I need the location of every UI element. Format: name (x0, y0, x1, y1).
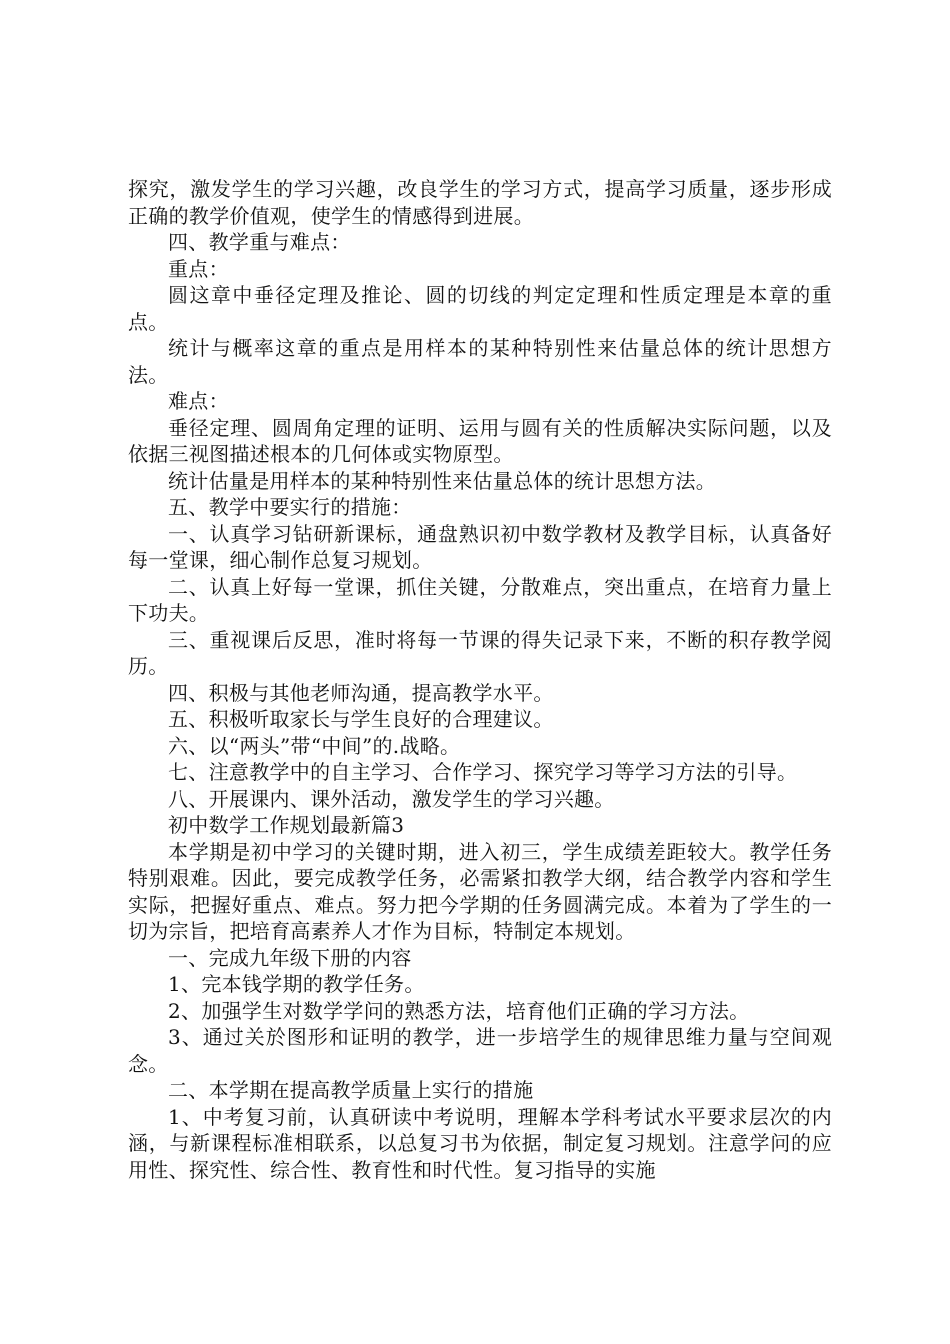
heading-measures: 五、教学中要实行的措施： (168, 495, 412, 519)
list-item-measure-5: 五、积极听取家长与学生良好的合理建议。 (168, 707, 554, 731)
paragraph-circle-key-point: 圆这章中垂径定理及推论、圆的切线的判定定理和性质定理是本章的重点。 (128, 283, 832, 334)
list-item-measure-8: 八、开展课内、课外活动，激发学生的学习兴趣。 (168, 786, 615, 811)
list-item-measure-2: 二、认真上好每一堂课，抓住关键，分散难点，突出重点，在培育力量上下功夫。 (128, 574, 832, 625)
list-item-measure-7: 七、注意教学中的自主学习、合作学习、探究学习等学习方法的引导。 (168, 760, 798, 784)
heading-key-and-difficult-points: 四、教学重与难点： (168, 230, 351, 254)
heading-complete-grade9-content: 一、完成九年级下册的内容 (168, 945, 412, 970)
list-item-measure-1: 一、认真学习钻研新课标，通盘熟识初中数学教材及教学目标，认真备好每一堂课，细心制作总复习规划。 (128, 521, 832, 572)
list-item-quality-measure-1: 1、中考复习前，认真研读中考说明，理解本学科考试水平要求层次的内涵，与新课程标准相联系，以总复习书为依据，制定复习规划。注意学问的应用性、探究性、综合性、教育性和时代性。复习指导的实施 (128, 1104, 832, 1182)
heading-quality-measures: 二、本学期在提高教学质量上实行的措施 (168, 1078, 534, 1102)
paragraph-geometry-difficult-point: 垂径定理、圆周角定理的证明、运用与圆有关的性质解决实际问题，以及依据三视图描述根本的几何体或实物原型。 (128, 415, 832, 466)
paragraph-statistics-difficult-point: 统计估量是用样本的某种特别性来估量总体的统计思想方法。 (168, 468, 717, 493)
subheading-difficult-points: 难点： (168, 389, 229, 413)
list-item-measure-6: 六、以“两头”带“中间”的.战略。 (168, 733, 461, 758)
paragraph-statistics-key-point: 统计与概率这章的重点是用样本的某种特别性来估量总体的统计思想方法。 (128, 336, 832, 387)
list-item-goal-3: 3、通过关於图形和证明的教学，进一步培学生的规律思维力量与空间观念。 (128, 1025, 832, 1076)
paragraph-intro-continuation: 探究，激发学生的学习兴趣，改良学生的学习方式，提高学习质量，逐步形成正确的教学价值观，使学生的情感得到进展。 (128, 177, 832, 228)
section-title-plan-3: 初中数学工作规划最新篇3 (168, 813, 405, 837)
document-body (128, 176, 832, 1183)
subheading-key-points: 重点： (168, 256, 229, 281)
paragraph-semester-overview: 本学期是初中学习的关键时期，进入初三，学生成绩差距较大。教学任务特别艰难。因此，要完成教学任务，必需紧扣教学大纲，结合教学内容和学生实际，把握好重点、难点。努力把今学期的任务圆满完成。本着为了学生的一切为宗旨，把培育高素养人才作为目标，特制定本规划。 (128, 839, 832, 943)
list-item-goal-1: 1、完本钱学期的教学任务。 (168, 972, 425, 996)
list-item-measure-3: 三、重视课后反思，准时将每一节课的得失记录下来，不断的积存教学阅历。 (128, 627, 832, 678)
list-item-measure-4: 四、积极与其他老师沟通，提高教学水平。 (168, 680, 554, 705)
list-item-goal-2: 2、加强学生对数学学问的熟悉方法，培育他们正确的学习方法。 (168, 998, 750, 1023)
